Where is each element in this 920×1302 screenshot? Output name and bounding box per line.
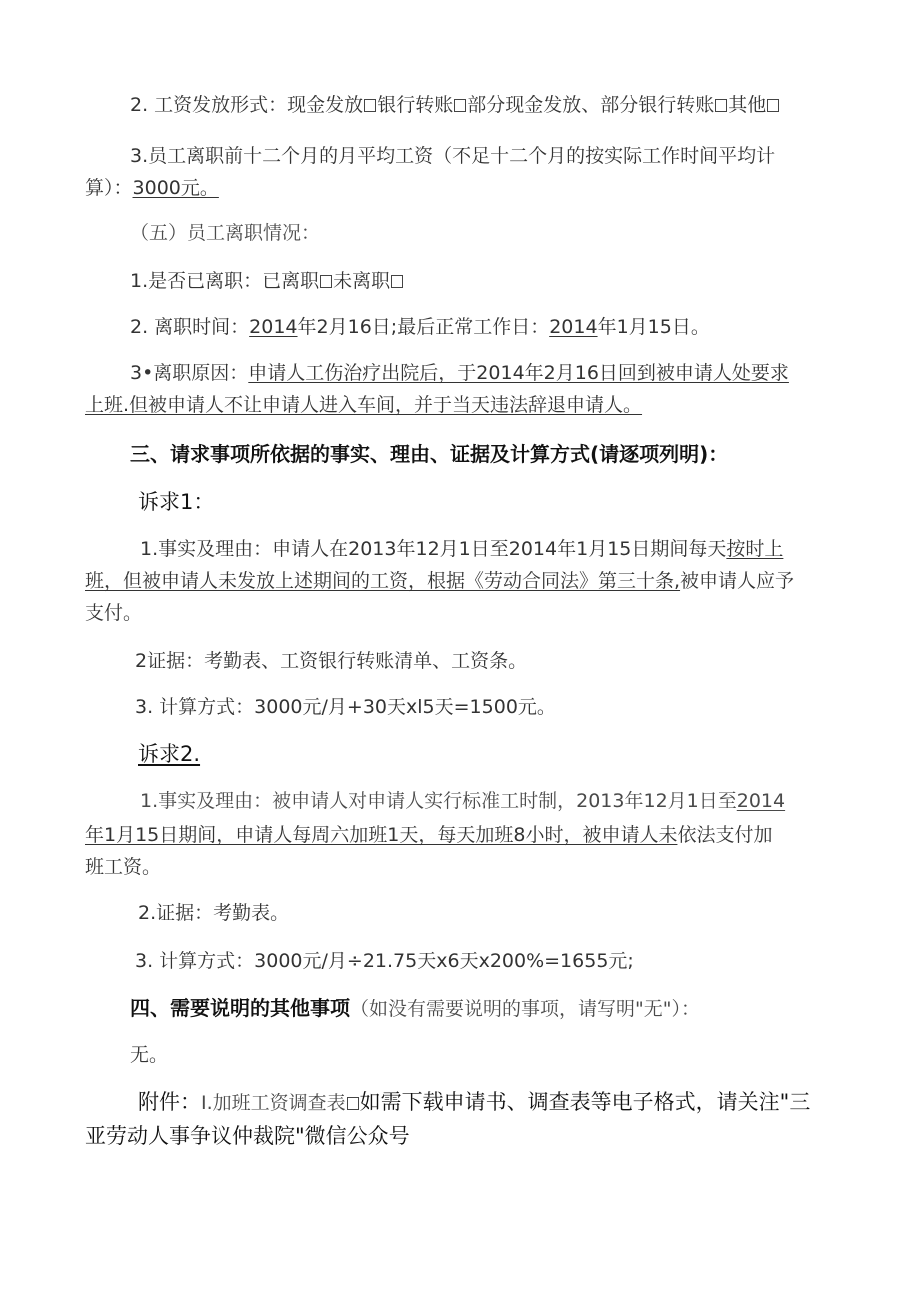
option-bank: 银行转账	[377, 94, 454, 116]
option-resigned: 已离职	[262, 270, 320, 292]
claim1-fact-line2	[85, 570, 794, 593]
attachment-notice1: 如需下载申请书、调查表等电子格式，请关注"三	[359, 1090, 811, 1114]
avg-wage-line1: 3.员工离职前十二个月的月平均工资（不足十二个月的按实际工作时间平均计	[130, 145, 776, 167]
claim2-title	[138, 742, 200, 767]
attachment-checkbox[interactable]	[347, 1097, 359, 1110]
checkbox-cash[interactable]	[364, 99, 376, 112]
attachment-label: 附件：	[138, 1090, 201, 1114]
option-other: 其他	[728, 94, 767, 116]
last-work-year: 2014	[549, 316, 598, 338]
claim2-fact-line1	[140, 790, 785, 813]
section3-heading: 三、请求事项所依据的事实、理由、证据及计算方式(请逐项列明)：	[130, 442, 729, 466]
resign-dates-row	[130, 316, 710, 339]
claim2-calc: 3. 计算方式：3000元/月÷21.75天x6天x200%=1655元;	[135, 950, 634, 972]
claim1-evidence: 2证据：考勤表、工资银行转账清单、工资条。	[135, 650, 528, 672]
attachment-item: I.加班工资调查表	[201, 1092, 346, 1114]
claim1-fact-underlined: 按时上	[726, 538, 784, 560]
reason-line2: 上班.但被申请人不让申请人进入车间，并于当天违法辞退申请人。	[85, 394, 643, 416]
claim1-fact-line1	[140, 538, 783, 561]
claim1-fact-text: 1.事实及理由：申请人在2013年12月1日至2014年1月15日期间每天	[140, 538, 727, 560]
last-work-date-rest: 年1月15日。	[597, 316, 710, 338]
claim1-fact-line2-u: 班，但被申请人未发放上述期间的工资，根据《劳动合同法》第三十条,	[85, 570, 681, 592]
claim2-fact-underlined: 2014	[736, 790, 786, 812]
option-cash: 现金发放	[287, 94, 364, 116]
section4-heading-note: （如没有需要说明的事项，请写明"无"）：	[350, 998, 700, 1020]
checkbox-bank[interactable]	[454, 99, 466, 112]
claim1-fact-line3: 支付。	[85, 602, 143, 624]
section4-heading-bold: 四、需要说明的其他事项	[130, 996, 350, 1020]
wage-form-row	[130, 94, 780, 117]
sub5-title: （五）员工离职情况：	[130, 222, 321, 244]
wage-form-label: 2. 工资发放形式：	[130, 94, 288, 116]
claim2-fact-line2-u: 年1月15日期间，申请人每周六加班1天，每天加班8小时，被申请人未	[85, 824, 678, 846]
attachment-line1	[138, 1090, 810, 1115]
reason-text1: 申请人工伤治疗出院后，于2014年2月16日回到被申请人处要求	[248, 362, 789, 384]
option-not-resigned: 未离职	[333, 270, 391, 292]
checkbox-other[interactable]	[767, 99, 779, 112]
resigned-label: 1.是否已离职：	[130, 270, 263, 292]
option-mixed: 部分现金发放、部分银行转账	[467, 94, 715, 116]
checkbox-mixed[interactable]	[715, 99, 727, 112]
claim1-calc: 3. 计算方式：3000元/月+30天xl5天=1500元。	[135, 696, 556, 718]
claim2-fact-text: 1.事实及理由：被申请人对申请人实行标准工时制，2013年12月1日至	[140, 790, 737, 812]
avg-wage-line2	[85, 177, 219, 200]
resign-date-rest: 年2月16日;最后正常工作日：	[297, 316, 550, 338]
attachment-line2: 亚劳动人事争议仲裁院"微信公众号	[85, 1124, 410, 1148]
claim1-title: 诉求1：	[138, 490, 215, 514]
dates-label: 2. 离职时间：	[130, 316, 250, 338]
resigned-row	[130, 270, 404, 293]
reason-line1	[130, 362, 789, 385]
claim2-title-text: 诉求2.	[138, 742, 201, 766]
section4-answer: 无。	[130, 1044, 169, 1066]
avg-wage-value: 3000元。	[132, 177, 219, 199]
claim2-evidence: 2.证据：考勤表。	[138, 902, 290, 924]
avg-wage-prefix: 算）：	[85, 177, 133, 199]
claim2-fact-line2-tail: 依法支付加	[677, 824, 773, 846]
reason-label: 3•离职原因：	[130, 362, 249, 384]
resign-year: 2014	[249, 316, 298, 338]
checkbox-not-resigned[interactable]	[391, 275, 403, 288]
claim2-fact-line3: 班工资。	[85, 856, 162, 878]
claim2-fact-line2	[85, 824, 772, 847]
claim1-fact-line2-tail: 被申请人应予	[680, 570, 795, 592]
checkbox-resigned[interactable]	[320, 275, 332, 288]
section4-heading	[130, 996, 700, 1021]
